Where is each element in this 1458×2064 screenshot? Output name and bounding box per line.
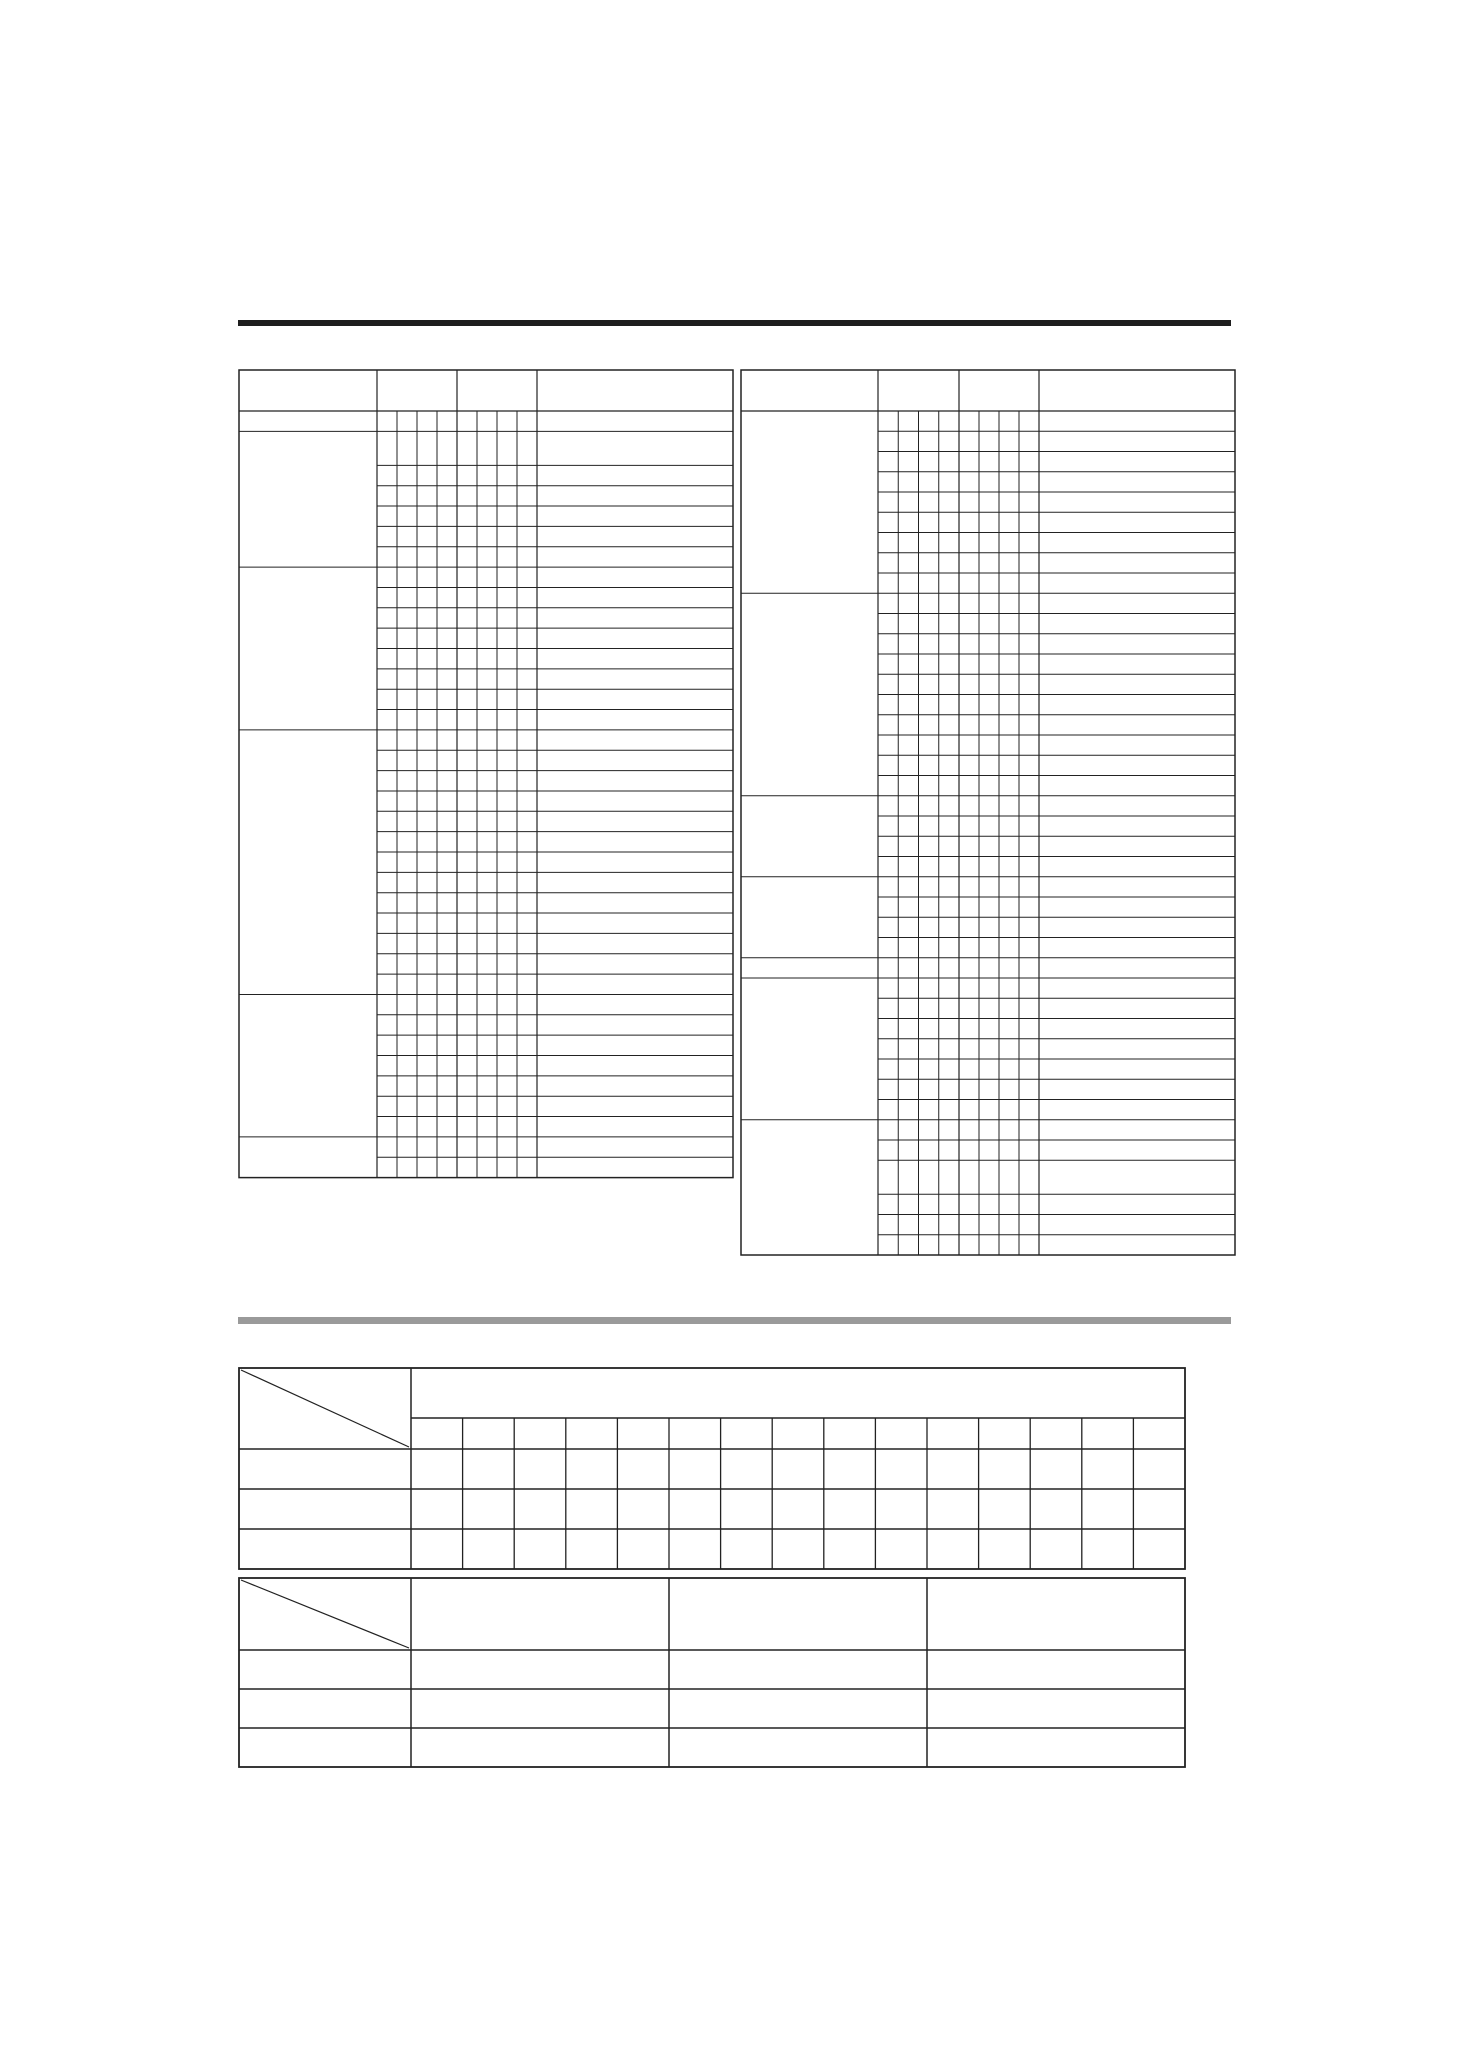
left-checklist-table-border xyxy=(239,370,733,1178)
bottom-grid-2-corner-diagonal xyxy=(241,1580,409,1648)
bottom-grid-2-border xyxy=(239,1578,1185,1767)
bottom-grid-1-corner-diagonal xyxy=(241,1370,409,1447)
bottom-grid-1-border xyxy=(239,1368,1185,1569)
right-checklist-table-border xyxy=(741,370,1235,1255)
